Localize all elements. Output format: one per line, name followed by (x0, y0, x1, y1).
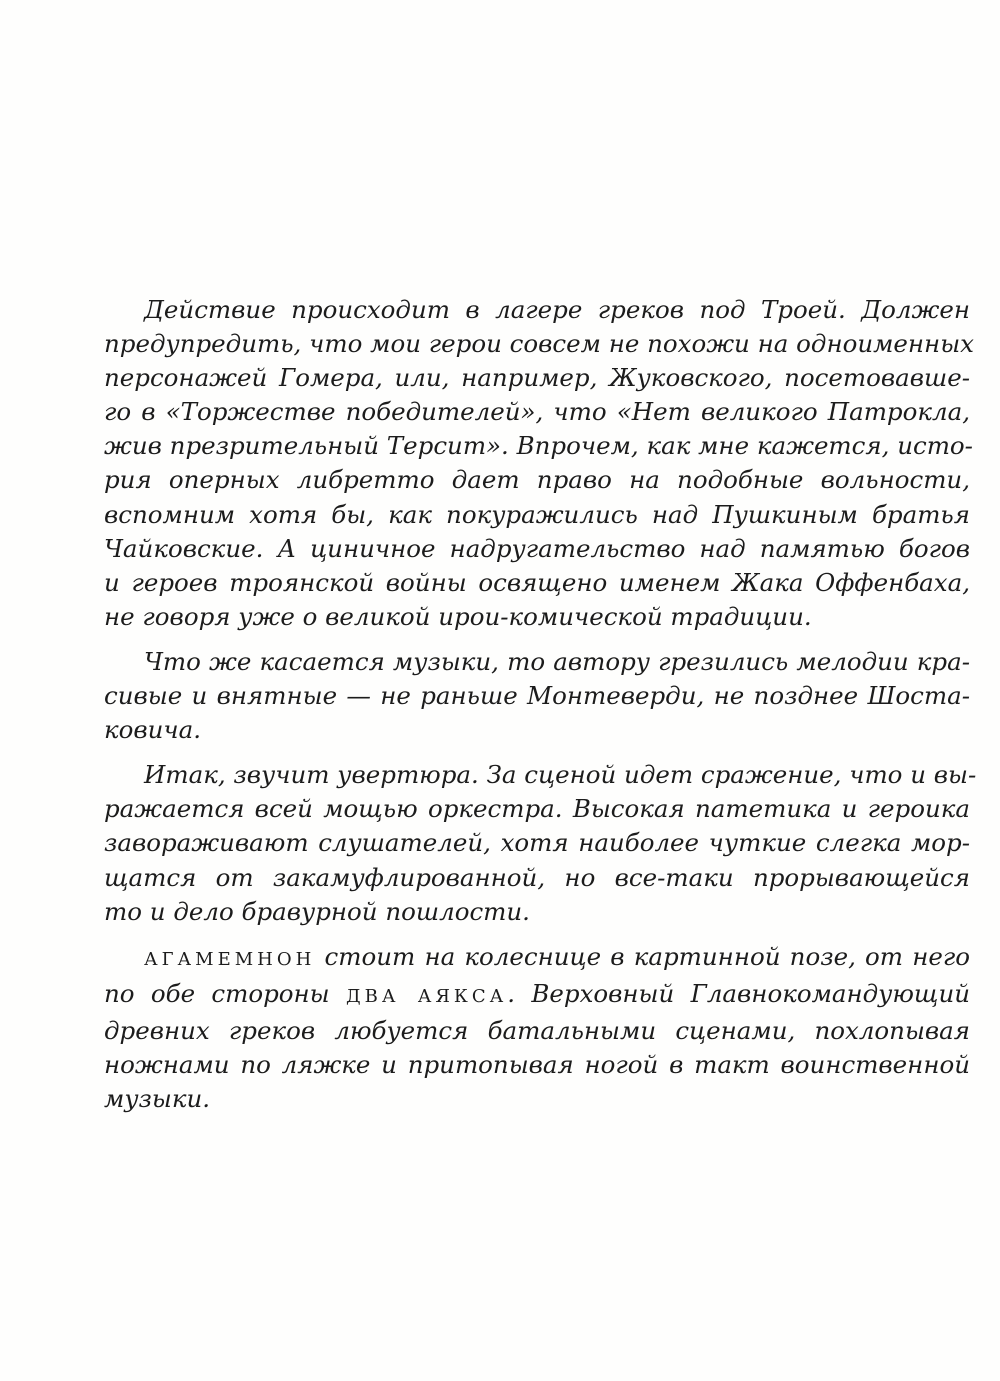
text-line: вспомним хотя бы, как покуражились над Пушкиным братья (104, 499, 970, 529)
character-name-two-ajaxes: ДВА АЯКСА (345, 985, 508, 1007)
text-line: щатся от закамуфлированной, но все-таки прорывающейся (104, 862, 970, 892)
text-line: не говоря уже о великой ирои-комической традиции. (104, 601, 812, 631)
text-line: го в «Торжестве победителей», что «Нет великого Патрокла, (104, 397, 970, 427)
text-line: Итак, звучит увертюра. За сценой идет сражение, что и вы- (144, 760, 977, 790)
paragraph-stage-direction (104, 940, 970, 1116)
text-line (104, 977, 970, 1014)
text-line: ножнами по ляжке и притопывая ногой в такт воинственной (104, 1049, 970, 1079)
text-line: завораживают слушателей, хотя наиболее чуткие слегка мор- (104, 828, 970, 858)
paragraph-overture (104, 758, 977, 928)
text-line: музыки. (104, 1084, 211, 1114)
text-line: Что же касается музыки, то автору грезились мелодии кра- (144, 646, 970, 676)
text-line: персонажей Гомера, или, например, Жуковского, посетовавше- (104, 363, 970, 393)
paragraph-setting (104, 293, 974, 634)
text-block (104, 293, 977, 1116)
text-line: рия оперных либретто дает право на подобные вольности, (104, 465, 970, 495)
text-line: жив презрительный Терсит». Впрочем, как мне кажется, исто- (104, 431, 973, 461)
text-line: сивые и внятные — не раньше Монтеверди, не позднее Шоста- (104, 681, 970, 711)
text-line: то и дело бравурной пошлости. (104, 896, 530, 926)
text-line: предупредить, что мои герои совсем не похожи на одноименных (104, 329, 974, 359)
character-name-agamemnon: АГАМЕМНОН (144, 948, 316, 970)
text-fragment: по обе стороны (104, 978, 346, 1008)
text-line: ковича. (104, 715, 202, 745)
text-line: Действие происходит в лагере греков под Троей. Должен (144, 295, 970, 324)
text-fragment: стоит на колеснице в картинной позе, от него (315, 941, 970, 971)
text-line: Чайковские. А циничное надругательство над памятью богов (104, 533, 970, 563)
text-line: и героев троянской войны освящено именем Жака Оффенбаха, (104, 567, 970, 597)
text-line: древних греков любуется батальными сценами, похлопывая (104, 1015, 970, 1045)
text-fragment: . Верховный Главнокомандующий (507, 978, 971, 1008)
paragraph-music (104, 645, 970, 747)
text-line: ражается всей мощью оркестра. Высокая патетика и героика (104, 794, 970, 824)
text-line (104, 940, 970, 977)
